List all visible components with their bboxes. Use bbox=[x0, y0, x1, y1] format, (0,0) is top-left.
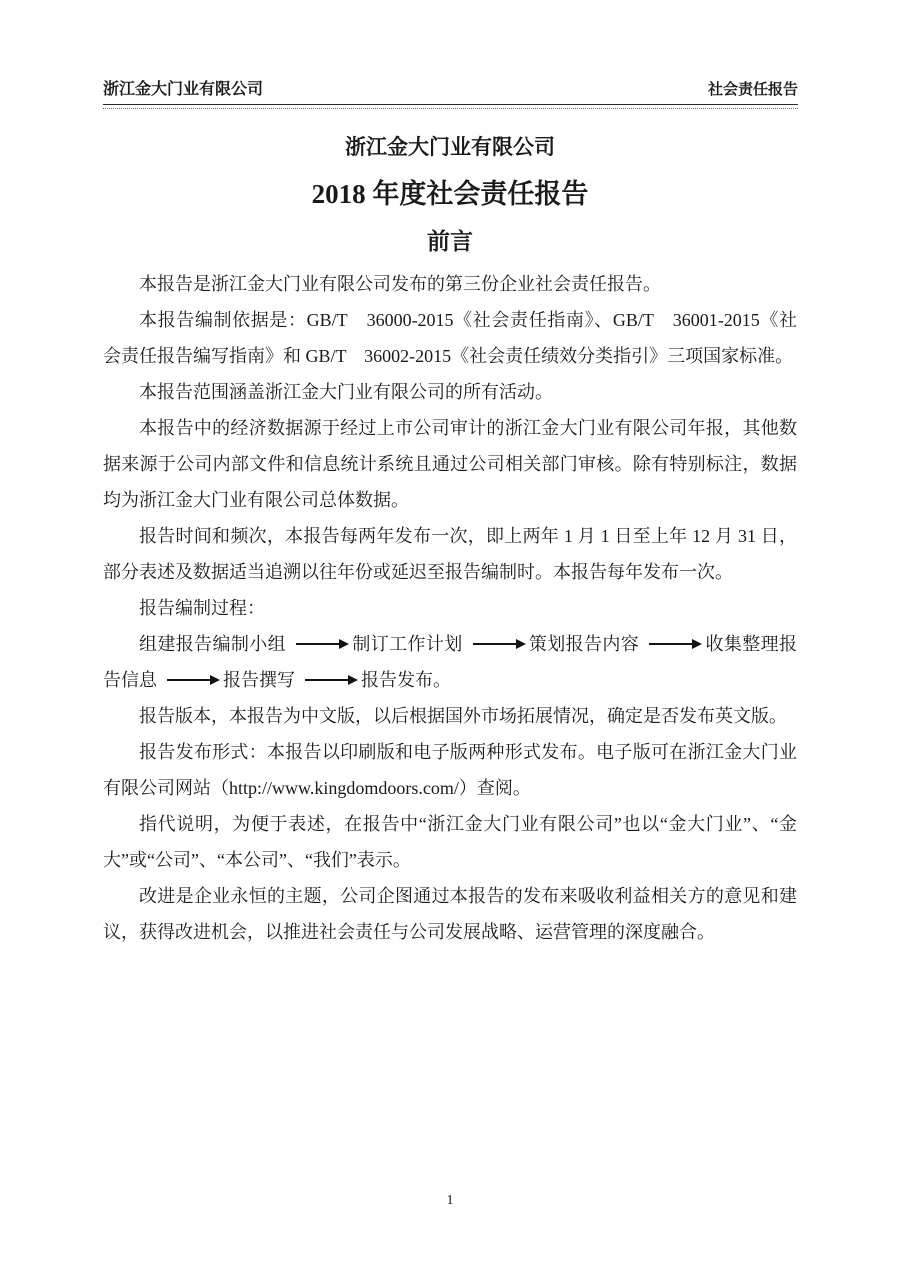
foreword-paragraph-7: 报告发布形式：本报告以印刷版和电子版两种形式发布。电子版可在浙江金大门业有限公司网站（http://www.kingdomdoors.com/）查阅。 bbox=[103, 742, 797, 798]
document-title-company: 浙江金大门业有限公司 bbox=[345, 135, 555, 159]
process-step-1: 组建报告编制小组 bbox=[139, 634, 286, 654]
section-title-foreword: 前言 bbox=[427, 229, 473, 254]
foreword-paragraph-2: 本报告编制依据是：GB/T 36000-2015《社会责任指南》、GB/T 36001-2015《社会责任报告编写指南》和 GB/T 36002-2015《社会责任绩效分类指引》三项国家标准。 bbox=[103, 310, 797, 366]
header-rule bbox=[103, 108, 798, 109]
arrow-right-icon bbox=[649, 643, 693, 645]
page-header bbox=[103, 76, 798, 109]
process-intro: 报告编制过程： bbox=[139, 598, 265, 618]
arrow-right-icon bbox=[167, 679, 211, 681]
process-step-6: 报告发布。 bbox=[361, 670, 451, 690]
process-step-2: 制订工作计划 bbox=[351, 634, 463, 654]
arrow-right-icon bbox=[305, 679, 349, 681]
process-flow bbox=[103, 626, 797, 698]
foreword-paragraph-4: 本报告中的经济数据源于经过上市公司审计的浙江金大门业有限公司年报，其他数据来源于公司内部文件和信息统计系统且通过公司相关部门审核。除有特别标注，数据均为浙江金大门业有限公司总体数据。 bbox=[103, 418, 797, 510]
foreword-paragraph-6: 报告版本，本报告为中文版，以后根据国外市场拓展情况，确定是否发布英文版。 bbox=[139, 706, 787, 726]
process-step-4: 收集整理报告信息 bbox=[103, 634, 798, 690]
document-title-report: 2018 年度社会责任报告 bbox=[311, 179, 589, 209]
foreword-paragraph-8: 指代说明，为便于表述，在报告中“浙江金大门业有限公司”也以“金大门业”、“金大”或“公司”、“本公司”、“我们”表示。 bbox=[103, 814, 797, 870]
document-content bbox=[103, 118, 797, 950]
page-number: 1 bbox=[446, 1193, 454, 1208]
process-step-3: 策划报告内容 bbox=[528, 634, 640, 654]
header-company-name: 浙江金大门业有限公司 bbox=[103, 81, 264, 98]
foreword-paragraph-3: 本报告范围涵盖浙江金大门业有限公司的所有活动。 bbox=[139, 382, 553, 402]
foreword-paragraph-9: 改进是企业永恒的主题，公司企图通过本报告的发布来吸收利益相关方的意见和建议，获得改进机会，以推进社会责任与公司发展战略、运营管理的深度融合。 bbox=[103, 886, 797, 942]
foreword-body bbox=[103, 266, 797, 950]
foreword-paragraph-1: 本报告是浙江金大门业有限公司发布的第三份企业社会责任报告。 bbox=[139, 274, 661, 294]
header-report-type: 社会责任报告 bbox=[707, 82, 798, 98]
foreword-paragraph-5: 报告时间和频次，本报告每两年发布一次，即上两年 1 月 1 日至上年 12 月 31 日，部分表述及数据适当追溯以往年份或延迟至报告编制时。本报告每年发布一次。 bbox=[103, 526, 797, 582]
arrow-right-icon bbox=[473, 643, 517, 645]
process-step-5: 报告撰写 bbox=[223, 670, 295, 690]
arrow-right-icon bbox=[296, 643, 340, 645]
